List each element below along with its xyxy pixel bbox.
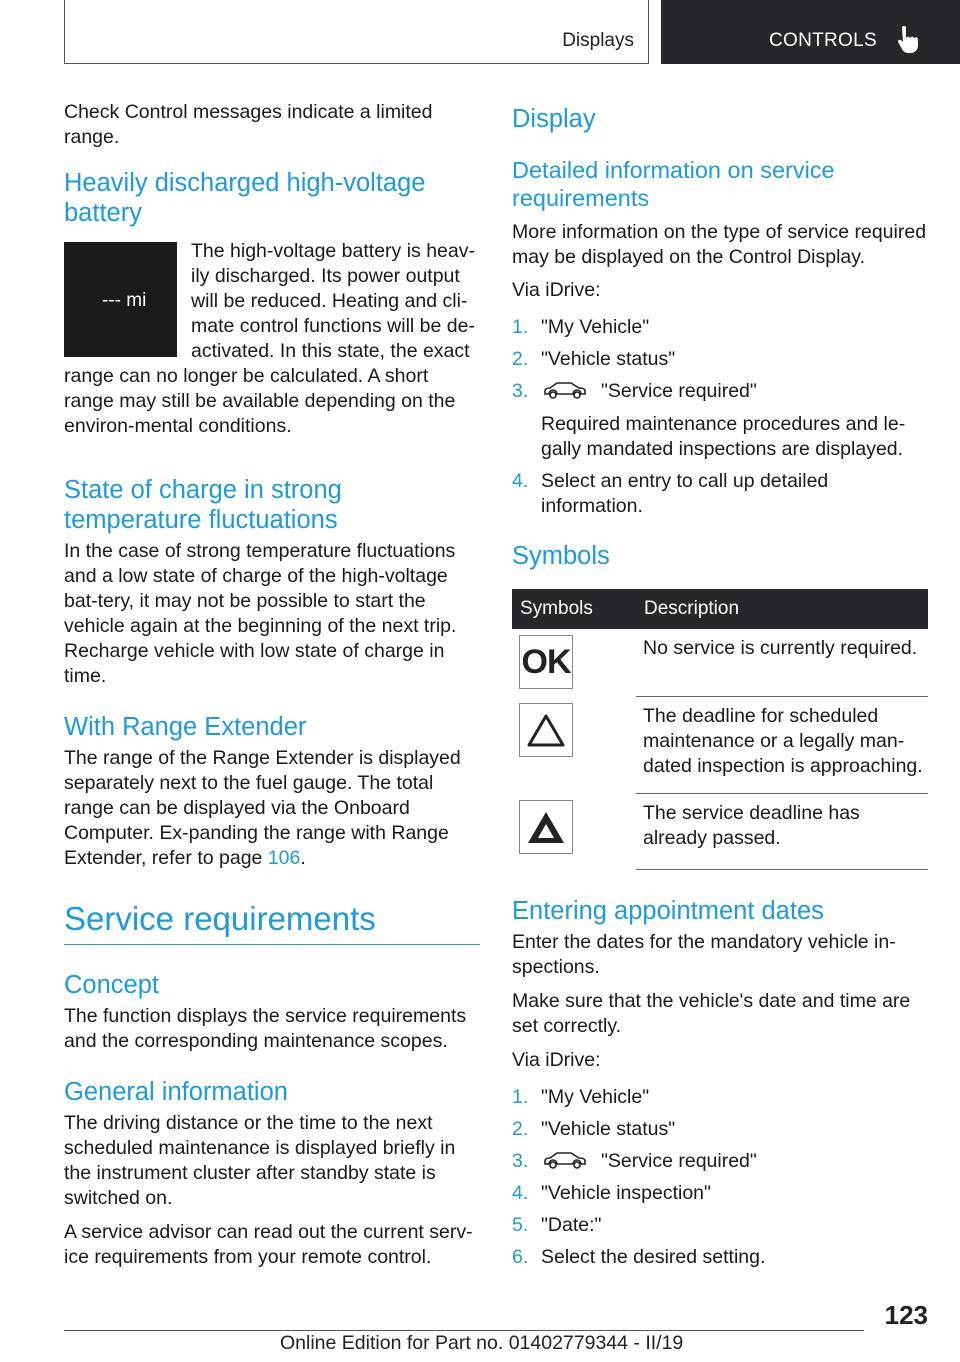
header-section-label: Displays bbox=[562, 30, 634, 51]
range-display-text: --- mi bbox=[102, 290, 147, 311]
steps-list-1 bbox=[512, 315, 930, 519]
entering-text-1: Enter the dates for the mandatory vehicle in‐spections. bbox=[512, 931, 896, 978]
car-icon bbox=[543, 381, 587, 399]
list-item bbox=[512, 379, 930, 462]
footer-divider bbox=[64, 1330, 864, 1331]
step-text: "My Vehicle" bbox=[541, 316, 650, 338]
list-item bbox=[512, 1117, 930, 1142]
table-row bbox=[512, 697, 928, 794]
list-item bbox=[512, 315, 930, 340]
range-display-thumbnail bbox=[64, 242, 177, 357]
footer-edition-text: Online Edition for Part no. 01402779344 - II/19 bbox=[280, 1332, 684, 1354]
symbols-table bbox=[512, 589, 928, 870]
step-number: 4. bbox=[512, 1182, 529, 1204]
general-text-2: A service advisor can read out the current serv‐ice requirements from your remote control. bbox=[64, 1221, 473, 1268]
heading-range-extender: With Range Extender bbox=[64, 713, 307, 741]
header-section-tab bbox=[64, 0, 649, 64]
description-cell: No service is currently required. bbox=[636, 629, 928, 697]
step-number: 3. bbox=[512, 380, 529, 402]
detailed-text: More information on the type of service required may be displayed on the Control Display. bbox=[512, 221, 927, 268]
step-subtext: Required maintenance procedures and le‐gally mandated inspections are displayed. bbox=[541, 413, 906, 460]
step-number: 1. bbox=[512, 316, 529, 338]
table-row bbox=[512, 629, 928, 697]
warning-triangle-outline-icon bbox=[519, 703, 573, 757]
step-text: "Service required" bbox=[601, 380, 757, 402]
step-text: Select an entry to call up detailed information. bbox=[541, 470, 829, 517]
list-item bbox=[512, 347, 930, 372]
step-text: "Vehicle inspection" bbox=[541, 1182, 711, 1204]
entering-text-2: Make sure that the vehicle's date and time are set correctly. bbox=[512, 990, 911, 1037]
list-item bbox=[512, 1213, 930, 1238]
symbol-cell bbox=[512, 697, 636, 794]
list-item bbox=[512, 1085, 930, 1110]
table-header bbox=[512, 589, 928, 629]
pointing-hand-icon bbox=[895, 26, 919, 54]
symbol-cell bbox=[512, 629, 636, 697]
table-header-description: Description bbox=[636, 589, 928, 629]
heading-concept: Concept bbox=[64, 971, 159, 999]
list-item bbox=[512, 1245, 930, 1270]
ok-icon-text: OK bbox=[521, 642, 571, 681]
range-extender-text bbox=[64, 746, 480, 871]
list-item bbox=[512, 1181, 930, 1206]
page-number: 123 bbox=[884, 1300, 928, 1330]
range-extender-body: The range of the Range Extender is displayed separately next to the fuel gauge. The total range can be displayed via the Onboard Computer. Ex‐panding the range with Range Extender, refer to page bbox=[64, 747, 461, 869]
range-extender-end: . bbox=[300, 847, 306, 869]
via-idrive-1: Via iDrive: bbox=[512, 279, 601, 301]
symbol-cell bbox=[512, 794, 636, 870]
step-number: 1. bbox=[512, 1086, 529, 1108]
step-text: "My Vehicle" bbox=[541, 1086, 650, 1108]
step-number: 2. bbox=[512, 1118, 529, 1140]
heading-general-information: General information bbox=[64, 1078, 288, 1106]
state-text: In the case of strong temperature fluctuations and a low state of charge of the high-voltage bat‐tery, it may not be possible to start the vehicle again at the beginning of the next trip. Recharge vehicle with low state of charge in time. bbox=[64, 540, 457, 687]
heading-service-requirements: Service requirements bbox=[64, 900, 480, 945]
description-cell: The service deadline has already passed. bbox=[636, 794, 928, 870]
left-column bbox=[64, 100, 480, 1279]
header-chapter-label: CONTROLS bbox=[769, 30, 877, 51]
step-text: Select the desired setting. bbox=[541, 1246, 766, 1268]
step-number: 2. bbox=[512, 348, 529, 370]
list-item bbox=[512, 469, 930, 519]
intro-text: Check Control messages indicate a limited range. bbox=[64, 101, 433, 148]
heading-detailed-information: Detailed information on service requirements bbox=[512, 157, 835, 211]
step-text: "Vehicle status" bbox=[541, 348, 676, 370]
battery-section bbox=[64, 239, 480, 448]
battery-text: The high-voltage battery is heav‐ily discharged. Its power output will be reduced. Heating and cli‐mate control functions will be de‐activated. In this state, the exact range can no longer be calculated. A short range may still be available depending on the environ‐mental conditions. bbox=[64, 240, 475, 437]
step-number: 5. bbox=[512, 1214, 529, 1236]
table-row bbox=[512, 794, 928, 870]
step-text: "Date:" bbox=[541, 1214, 602, 1236]
via-idrive-2: Via iDrive: bbox=[512, 1049, 601, 1071]
car-icon bbox=[543, 1151, 587, 1169]
concept-text: The function displays the service requirements and the corresponding maintenance scopes. bbox=[64, 1005, 467, 1052]
step-number: 3. bbox=[512, 1150, 529, 1172]
heading-display: Display bbox=[512, 105, 596, 133]
ok-icon bbox=[519, 635, 573, 689]
warning-triangle-filled-icon bbox=[519, 800, 573, 854]
step-text: "Service required" bbox=[601, 1150, 757, 1172]
page-reference-link[interactable]: 106 bbox=[267, 847, 301, 869]
description-cell: The deadline for scheduled maintenance or a legally man‐dated inspection is approaching. bbox=[636, 697, 928, 794]
heading-heavily-discharged: Heavily discharged high-voltage battery bbox=[64, 169, 426, 227]
list-item bbox=[512, 1149, 930, 1174]
right-column bbox=[512, 100, 930, 1282]
heading-state-of-charge: State of charge in strong temperature fluctuations bbox=[64, 476, 342, 534]
heading-entering-appointment-dates: Entering appointment dates bbox=[512, 897, 824, 925]
step-number: 4. bbox=[512, 470, 529, 492]
heading-symbols: Symbols bbox=[512, 542, 610, 570]
step-text: "Vehicle status" bbox=[541, 1118, 676, 1140]
steps-list-2 bbox=[512, 1085, 930, 1270]
table-header-symbols: Symbols bbox=[512, 589, 636, 629]
step-number: 6. bbox=[512, 1246, 529, 1268]
general-text-1: The driving distance or the time to the next scheduled maintenance is displayed briefly in the instrument cluster after standby state is switched on. bbox=[64, 1112, 456, 1209]
